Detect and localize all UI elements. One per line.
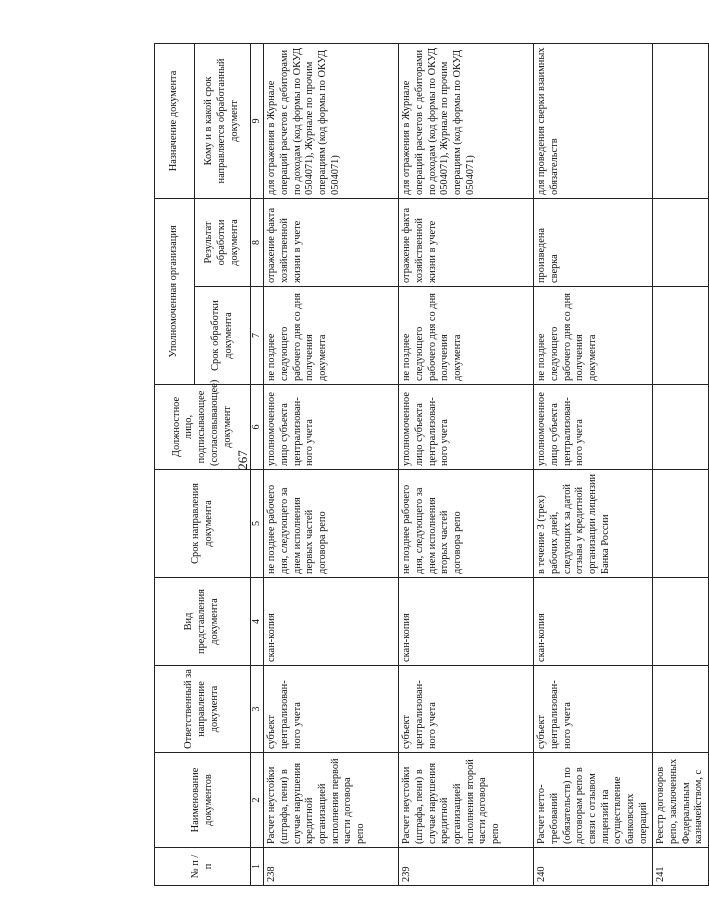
header-official: Должностное лицо, подписывающее (согласовывающее) документ (155, 385, 251, 470)
submission-form: скан-копия (264, 578, 399, 666)
responsible: субъект централизован-ного учета (534, 666, 653, 753)
deadline (653, 470, 709, 578)
document-name: Расчет неустойки (штрафа, пени) в случае нарушения кредитной организацией исполнения второй части договора репо (399, 753, 534, 848)
column-numbers-row (251, 43, 264, 885)
col-number: 8 (251, 198, 264, 286)
table-row (653, 43, 709, 885)
row-number: 241 (653, 848, 709, 886)
rotated-page (154, 44, 705, 886)
col-number: 7 (251, 287, 264, 385)
header-purpose: Назначение документа (155, 43, 195, 198)
signing-official: уполномоченное лицо субъекта централизован-ного учета (399, 385, 534, 470)
header-result: Результат обработки документа (195, 198, 251, 286)
processing-result: отражение факта хозяйственной жизни в учете (264, 198, 399, 286)
header-responsible: Ответственный за направление документа (155, 666, 251, 753)
signing-official: уполномоченное лицо субъекта централизован-ного учета (264, 385, 399, 470)
documents-table (154, 43, 709, 886)
responsible: субъект централизован-ного учета (399, 666, 534, 753)
table-row (534, 43, 653, 885)
deadline: в течение 3 (трех) рабочих дней, следующих за датой отзыва у кредитной организации лицензии Банка России (534, 470, 653, 578)
col-number: 1 (251, 848, 264, 886)
header-authorized-org: Уполномоченная организация (155, 198, 195, 384)
submission-form: скан-копия (399, 578, 534, 666)
col-number: 2 (251, 753, 264, 848)
document-purpose: для отражения в Журнале операций расчетов с дебиторами по доходам (код формы по ОКУД 0504071), Журнале по прочим операциям (код формы по ОКУД 0504071) (264, 43, 399, 198)
document-purpose (653, 43, 709, 198)
header-purpose-sub: Кому и в какой срок направляется обработанный документ (195, 43, 251, 198)
responsible: субъект централизован-ного учета (264, 666, 399, 753)
header-name: Наименование документов (155, 753, 251, 848)
col-number: 5 (251, 470, 264, 578)
header-deadline: Срок направления документа (155, 470, 251, 578)
document-name: Реестр договоров репо, заключенных Федеральным казначейством, с (653, 753, 709, 848)
header-processing-time: Срок обработки документа (195, 287, 251, 385)
processing-time: не позднее следующего рабочего дня со дня получения документа (264, 287, 399, 385)
signing-official: уполномоченное лицо субъекта централизован-ного учета (534, 385, 653, 470)
processing-time: не позднее следующего рабочего дня со дня получения документа (399, 287, 534, 385)
col-number: 6 (251, 385, 264, 470)
processing-time: не позднее следующего рабочего дня со дня получения документа (534, 287, 653, 385)
submission-form: скан-копия (534, 578, 653, 666)
col-number: 3 (251, 666, 264, 753)
submission-form (653, 578, 709, 666)
table-row (264, 43, 399, 885)
document-name: Расчет неустойки (штрафа, пени) в случае нарушения кредитной организацией исполнения первой части договора репо (264, 753, 399, 848)
row-number: 238 (264, 848, 399, 886)
page-number: 267 (235, 450, 250, 470)
header-form: Вид представления документа (155, 578, 251, 666)
deadline: не позднее рабочего дня, следующего за днем исполнения вторых частей договора репо (399, 470, 534, 578)
processing-time (653, 287, 709, 385)
document-purpose: для проведения сверки взаимных обязательств (534, 43, 653, 198)
processing-result: произведена сверка (534, 198, 653, 286)
responsible (653, 666, 709, 753)
col-number: 9 (251, 43, 264, 198)
deadline: не позднее рабочего дня, следующего за днем исполнения первых частей договора репо (264, 470, 399, 578)
table-row (399, 43, 534, 885)
processing-result: отражение факта хозяйственной жизни в учете (399, 198, 534, 286)
document-purpose: для отражения в Журнале операций расчетов с дебиторами по доходам (код формы по ОКУД 0504071), Журнале по прочим операциям (код формы по ОКУД 0504071) (399, 43, 534, 198)
row-number: 239 (399, 848, 534, 886)
header-no: № п / п (155, 848, 251, 886)
document-name: Расчет нетто-требований (обязательств) по договорам репо в связи с отзывом лицензий на осуществление банковских операций (534, 753, 653, 848)
col-number: 4 (251, 578, 264, 666)
signing-official (653, 385, 709, 470)
processing-result (653, 198, 709, 286)
row-number: 240 (534, 848, 653, 886)
